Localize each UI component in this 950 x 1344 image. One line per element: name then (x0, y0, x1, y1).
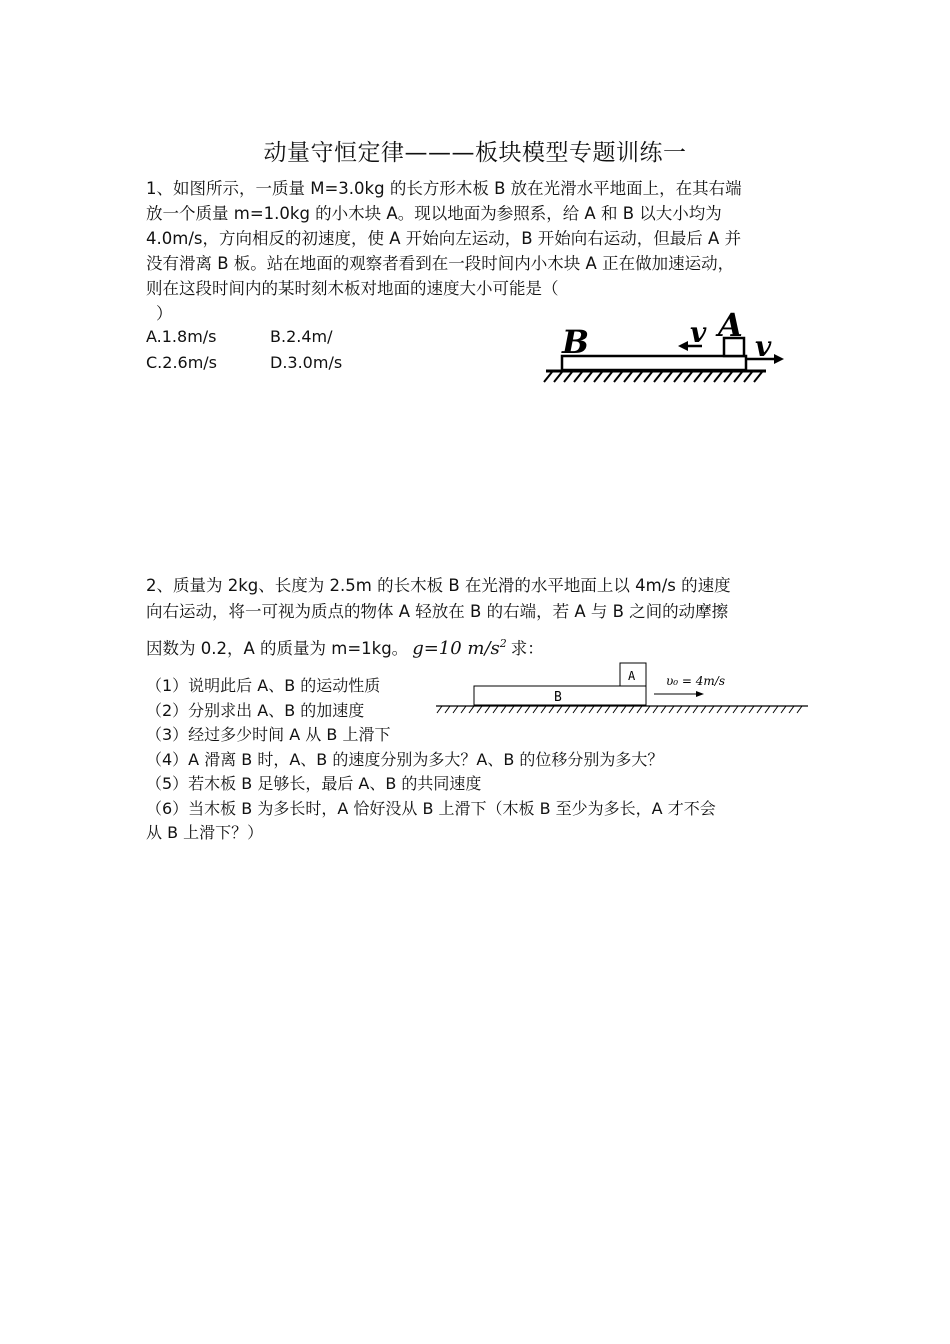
q1-ground (544, 371, 766, 382)
gravity-formula-exponent: 2 (499, 637, 507, 650)
q2-sub-5: （5）若木板 B 足够长，最后 A、B 的共同速度 (146, 774, 482, 793)
question-2-text (146, 573, 816, 662)
q2-line-1: 2、质量为 2kg、长度为 2.5m 的长木板 B 在光滑的水平地面上以 4m/s 的速度 (146, 576, 731, 595)
q1-line-5: 则在这段时间内的某时刻木板对地面的速度大小可能是（ (146, 279, 559, 298)
q2-figure (432, 658, 812, 720)
q2-sub-6: （6）当木板 B 为多长时，A 恰好没从 B 上滑下（木板 B 至少为多长，A 才不会 (146, 798, 716, 818)
q2-line-2: 向右运动，将一可视为质点的物体 A 轻放在 B 的右端，若 A 与 B 之间的动摩擦 (146, 602, 729, 621)
q1-line-3: 4.0m/s，方向相反的初速度，使 A 开始向左运动，B 开始向右运动，但最后 A 并 (146, 229, 742, 248)
q1-figure (540, 300, 800, 390)
q2-sub-2: （2）分别求出 A、B 的加速度 (146, 700, 365, 720)
q2-line-3-end: 求： (510, 639, 544, 658)
q1-line-1: 1、如图所示，一质量 M=3.0kg 的长方形木板 B 放在光滑水平地面上，在其右端 (146, 179, 742, 198)
q2-sub-3: （3）经过多少时间 A 从 B 上滑下 (146, 725, 391, 744)
q1-line-4: 没有滑离 B 板。站在地面的观察者看到在一段时间内小木块 A 正在做加速运动， (146, 254, 735, 273)
q2-ground (436, 706, 808, 713)
q1-line-6: ） (156, 304, 173, 323)
arrow-right-icon (654, 691, 704, 697)
q2-line-3-text: 因数为 0.2，A 的质量为 m=1kg。 (146, 639, 409, 658)
q1-option-a: A.1.8m/s (146, 327, 217, 346)
q2-sub-7: 从 B 上滑下？） (146, 823, 264, 842)
label-a: A (718, 306, 743, 344)
q1-option-b: B.2.4m/ (270, 327, 333, 346)
q2-label-a: A (628, 669, 636, 683)
label-v-left: v (690, 316, 707, 349)
q2-label-v0: υ₀ = 4m/s (666, 674, 726, 688)
q1-line-2: 放一个质量 m=1.0kg 的小木块 A。现以地面为参照系，给 A 和 B 以大小均为 (146, 204, 722, 223)
q1-option-d: D.3.0m/s (270, 353, 343, 372)
label-b: B (562, 323, 590, 361)
gravity-formula-base: g=10 m/s (412, 638, 500, 659)
label-v-right: v (755, 330, 772, 363)
gravity-formula (408, 638, 511, 659)
page-title: 动量守恒定律———板块模型专题训练一 (263, 140, 687, 166)
q2-sub-1: （1）说明此后 A、B 的运动性质 (146, 676, 381, 695)
q1-option-c: C.2.6m/s (146, 353, 218, 372)
board-b (562, 356, 746, 370)
q2-label-b: B (554, 690, 562, 705)
q2-sub-4: （4）A 滑离 B 时，A、B 的速度分别为多大？A、B 的位移分别为多大？ (146, 749, 664, 769)
